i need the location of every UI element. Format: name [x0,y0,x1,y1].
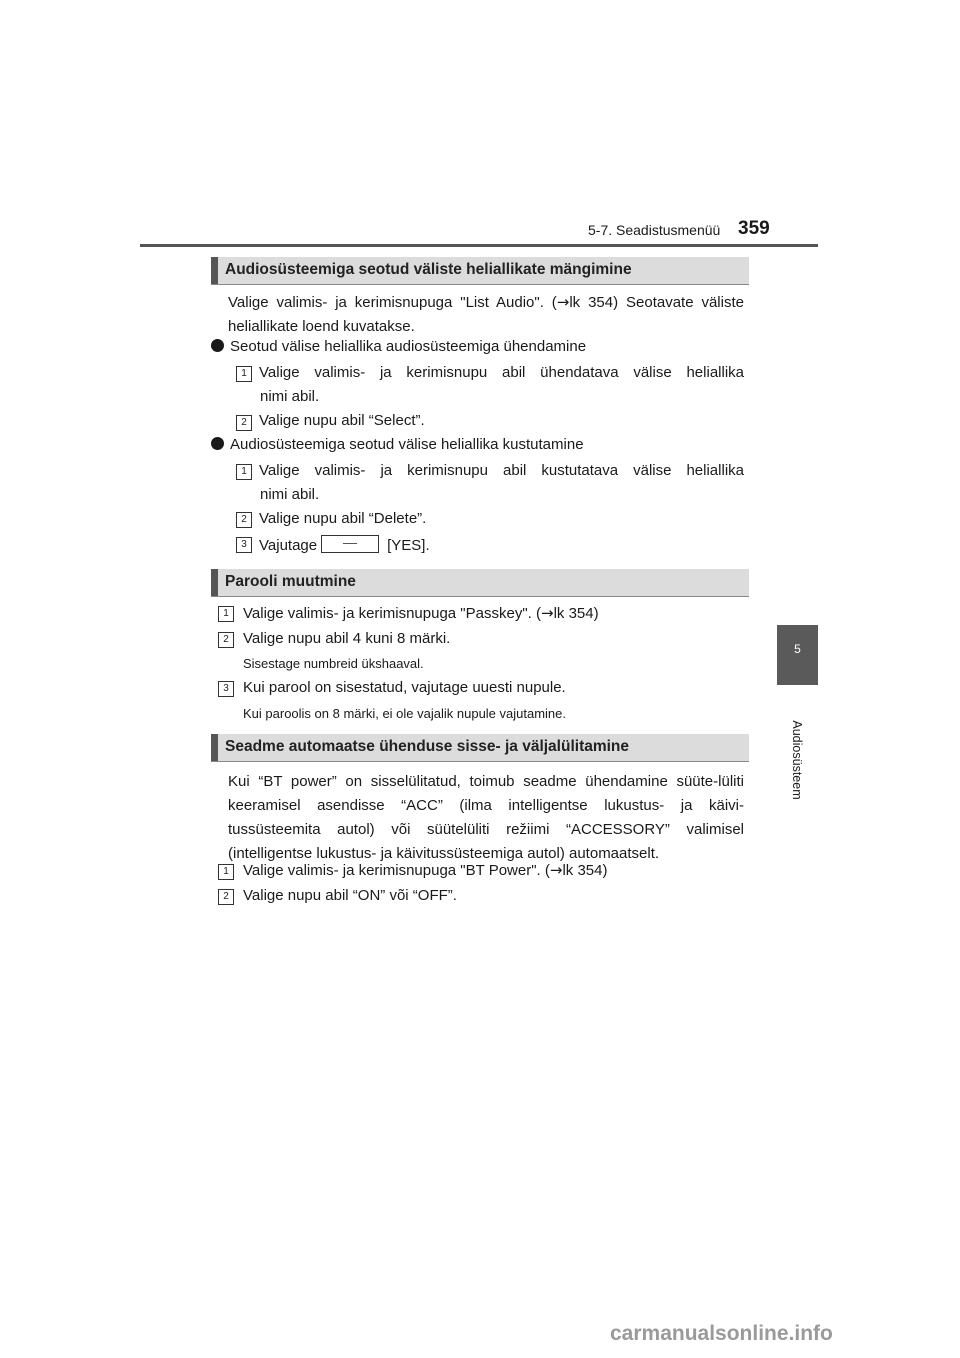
step-number: 2 [218,889,234,905]
step-number: 1 [236,366,252,382]
step-text: Valige valimis- ja kerimisnupuga "BT Power". (→lk 354) [243,861,608,879]
step-number: 2 [236,512,252,528]
bullet-item: Seotud välise heliallika audiosüsteemiga ühendamine [211,335,586,359]
section-heading [211,257,749,285]
step-text: Kui parool on sisestatud, vajutage uuesti nupule. [243,679,566,696]
enter-button-icon [321,535,379,553]
section-heading [211,569,749,597]
step-number: 1 [218,864,234,880]
bullet-icon [211,437,224,450]
step-text: Valige valimis- ja kerimisnupu abil ühendatava välise heliallika nimi abil. [259,364,744,405]
arrow-icon: → [549,861,563,879]
chapter-tab: 5 [777,625,818,685]
step-text: Valige nupu abil “Select”. [259,412,425,429]
step-number: 1 [236,464,252,480]
section-title: Seadme automaatse ühenduse sisse- ja väljalülitamine [225,738,630,755]
step-number: 2 [218,632,234,648]
step-number: 3 [218,681,234,697]
section-title: Parooli muutmine [225,573,356,590]
step-note: Sisestage numbreid ükshaaval. [243,656,424,671]
step-number: 2 [236,415,252,431]
step-text: Valige valimis- ja kerimisnupuga "Passkey". (→lk 354) [243,604,599,622]
arrow-icon: → [556,293,570,311]
section-heading [211,734,749,762]
arrow-icon: → [540,604,554,622]
bullet-item: Audiosüsteemiga seotud välise heliallika kustutamine [211,433,584,457]
step-text: Valige nupu abil “ON” või “OFF”. [243,887,457,904]
watermark: carmanualsonline.info [610,1322,833,1345]
section-intro: Valige valimis- ja kerimisnupuga "List Audio". (→lk 354) Seotavate väliste heliallikate loend kuvatakse. [228,293,744,335]
step-text: Valige valimis- ja kerimisnupu abil kustutatava välise heliallika nimi abil. [259,462,744,503]
section-intro: Kui “BT power” on sisselülitatud, toimub seadme ühendamine süüte-lüliti keeramisel asendisse “ACC” (ilma intelligentse lukustus- ja käivi-tussüsteemita autol) või süütelüliti režiimi “ACCESSORY” valimisel (intelligentse lukustus- ja käivitussüsteemiga autol) automaatselt. [228,773,744,862]
page-number: 359 [738,218,770,239]
header-divider [140,244,818,247]
step-text: Vajutage [YES]. [259,537,430,554]
step-text: Valige nupu abil “Delete”. [259,510,427,527]
step-number: 1 [218,606,234,622]
section-title: Audiosüsteemiga seotud väliste heliallikate mängimine [225,261,632,278]
step-note: Kui paroolis on 8 märki, ei ole vajalik nupule vajutamine. [243,706,567,721]
step-text: Valige nupu abil 4 kuni 8 märki. [243,630,451,647]
chapter-title: 5-7. Seadistusmenüü [588,222,721,238]
bullet-icon [211,339,224,352]
step-number: 3 [236,537,252,553]
